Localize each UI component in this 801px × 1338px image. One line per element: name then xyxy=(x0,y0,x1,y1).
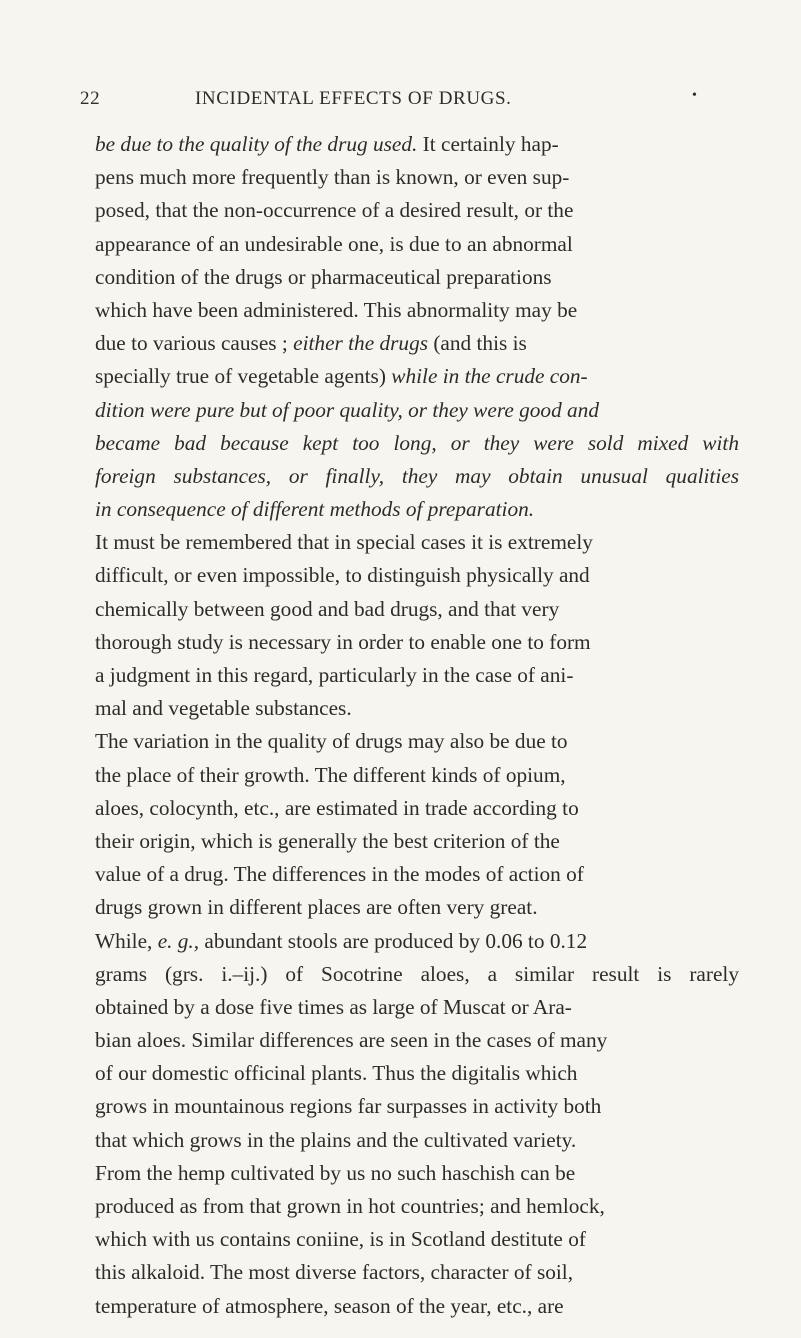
text-line xyxy=(95,991,739,1024)
text-line xyxy=(95,692,739,725)
text-line-content xyxy=(95,294,577,327)
text-run: mal and vegetable substances. xyxy=(95,696,352,721)
text-line xyxy=(95,1256,739,1289)
text-line xyxy=(95,228,739,261)
text-line-content xyxy=(95,1290,564,1323)
text-run: specially true of vegetable agents) xyxy=(95,364,392,389)
text-run: pens much more frequently than is known, or even sup- xyxy=(95,165,570,190)
text-line-content xyxy=(95,194,573,227)
text-line-content xyxy=(95,460,739,493)
text-line xyxy=(95,128,739,161)
text-line xyxy=(95,1024,739,1057)
text-line-content xyxy=(95,825,560,858)
text-line-content xyxy=(95,858,584,891)
text-line-content xyxy=(95,526,593,559)
text-line-content xyxy=(95,925,587,958)
text-line-content xyxy=(95,626,591,659)
text-line xyxy=(95,725,739,758)
text-line xyxy=(95,759,739,792)
text-run: their origin, which is generally the best criterion of the xyxy=(95,828,560,853)
text-line-content xyxy=(95,1057,577,1090)
text-line xyxy=(95,394,739,427)
text-run: temperature of atmosphere, season of the year, etc., are xyxy=(95,1293,564,1318)
text-line xyxy=(95,792,739,825)
text-run: a judgment in this regard, particularly in the case of ani- xyxy=(95,663,574,687)
text-run: appearance of an undesirable one, is due to an abnormal xyxy=(95,231,573,256)
text-line-content xyxy=(95,725,568,758)
text-line-content xyxy=(95,659,573,692)
italic-text: be due to the quality of the drug used. xyxy=(95,132,418,156)
text-run: obtained by a dose five times as large of Muscat or Ara- xyxy=(95,994,572,1019)
text-line-content xyxy=(95,1124,576,1157)
italic-text: in consequence of different methods of preparation. xyxy=(95,497,535,522)
text-run: grams (grs. i.–ij.) of Socotrine aloes, a similar result is rarely xyxy=(95,961,739,986)
text-line-content xyxy=(95,1090,601,1123)
running-title: INCIDENTAL EFFECTS OF DRUGS. xyxy=(195,88,512,109)
text-line xyxy=(95,493,739,526)
text-line-content xyxy=(95,559,590,592)
text-run: of our domestic officinal plants. Thus the digitalis which xyxy=(95,1061,578,1086)
text-line-content xyxy=(95,228,573,261)
text-line xyxy=(95,526,739,559)
page-number: 22 xyxy=(80,88,101,109)
text-run: which with us contains coniine, is in Scotland destitute of xyxy=(95,1227,586,1252)
text-run: The variation in the quality of drugs may also be due to xyxy=(95,729,568,754)
text-line xyxy=(95,460,739,493)
text-line xyxy=(95,891,739,924)
text-run: bian aloes. Similar differences are seen in the cases of many xyxy=(95,1028,608,1053)
text-line xyxy=(95,593,739,626)
text-line-content xyxy=(95,1256,573,1289)
text-run: which have been administered. This abnormality may be xyxy=(95,297,578,322)
text-line xyxy=(95,626,739,659)
text-line xyxy=(95,1190,739,1223)
text-run: that which grows in the plains and the cultivated variety. xyxy=(95,1127,577,1152)
text-run: value of a drug. The differences in the modes of action of xyxy=(95,862,584,887)
text-run: the place of their growth. The different kinds of opium, xyxy=(95,762,566,787)
italic-text: while in the crude con- xyxy=(391,364,588,389)
text-line xyxy=(95,858,739,891)
text-line xyxy=(95,1057,739,1090)
italic-text: foreign substances, or finally, they may obtain unusual qualities xyxy=(95,463,739,488)
text-line-content xyxy=(95,493,534,526)
text-line xyxy=(95,327,739,360)
italic-text: either the drugs xyxy=(293,331,429,356)
text-run: produced as from that grown in hot countries; and hemlock, xyxy=(95,1194,605,1218)
text-line xyxy=(95,825,739,858)
page-header xyxy=(80,88,720,122)
italic-text: e. g., xyxy=(157,928,200,953)
text-line xyxy=(95,161,739,194)
text-line xyxy=(95,427,739,460)
body-text xyxy=(95,128,739,1323)
text-line-content xyxy=(95,958,739,991)
text-line xyxy=(95,1124,739,1157)
text-line-content xyxy=(95,394,599,427)
text-line-content xyxy=(95,427,739,460)
italic-text: became bad because kept too long, or they were sold mixed with xyxy=(95,430,739,455)
text-line xyxy=(95,659,739,692)
text-run: (and this is xyxy=(428,331,527,356)
text-line xyxy=(95,360,739,393)
text-run: From the hemp cultivated by us no such haschish can be xyxy=(95,1160,576,1185)
text-run: thorough study is necessary in order to enable one to form xyxy=(95,629,591,654)
text-line-content xyxy=(95,161,569,194)
text-run: chemically between good and bad drugs, and that very xyxy=(95,596,560,621)
text-line-content xyxy=(95,327,527,360)
text-line-content xyxy=(95,1223,586,1256)
text-run: It certainly hap- xyxy=(417,132,559,156)
header-mark: • xyxy=(692,88,698,103)
text-line-content xyxy=(95,991,572,1024)
text-line xyxy=(95,925,739,958)
text-run: aloes, colocynth, etc., are estimated in trade according to xyxy=(95,795,579,820)
text-line-content xyxy=(95,1190,605,1223)
text-run: due to various causes ; xyxy=(95,331,294,356)
text-line xyxy=(95,559,739,592)
text-line-content xyxy=(95,759,566,792)
text-line xyxy=(95,294,739,327)
text-run: difficult, or even impossible, to distinguish physically and xyxy=(95,563,590,588)
text-line xyxy=(95,1090,739,1123)
text-line xyxy=(95,958,739,991)
text-line-content xyxy=(95,891,538,924)
text-run: grows in mountainous regions far surpasses in activity both xyxy=(95,1094,602,1119)
text-line-content xyxy=(95,1157,575,1190)
text-line-content xyxy=(95,261,552,294)
text-line-content xyxy=(95,792,579,825)
italic-text: dition were pure but of poor quality, or they were good and xyxy=(95,397,599,422)
text-run: abundant stools are produced by 0.06 to 0.12 xyxy=(199,928,588,953)
text-run: While, xyxy=(95,928,158,953)
text-line xyxy=(95,1157,739,1190)
text-line-content xyxy=(95,593,559,626)
text-line-content xyxy=(95,128,559,161)
text-line xyxy=(95,1223,739,1256)
text-run: posed, that the non-occurrence of a desired result, or the xyxy=(95,198,574,223)
text-line-content xyxy=(95,692,352,725)
text-line xyxy=(95,194,739,227)
text-run: It must be remembered that in special cases it is extremely xyxy=(95,530,593,555)
text-run: this alkaloid. The most diverse factors, character of soil, xyxy=(95,1260,574,1285)
text-line-content xyxy=(95,360,588,393)
text-run: condition of the drugs or pharmaceutical preparations xyxy=(95,264,552,289)
text-run: drugs grown in different places are often very great. xyxy=(95,895,538,920)
text-line xyxy=(95,1290,739,1323)
text-line xyxy=(95,261,739,294)
text-line-content xyxy=(95,1024,607,1057)
